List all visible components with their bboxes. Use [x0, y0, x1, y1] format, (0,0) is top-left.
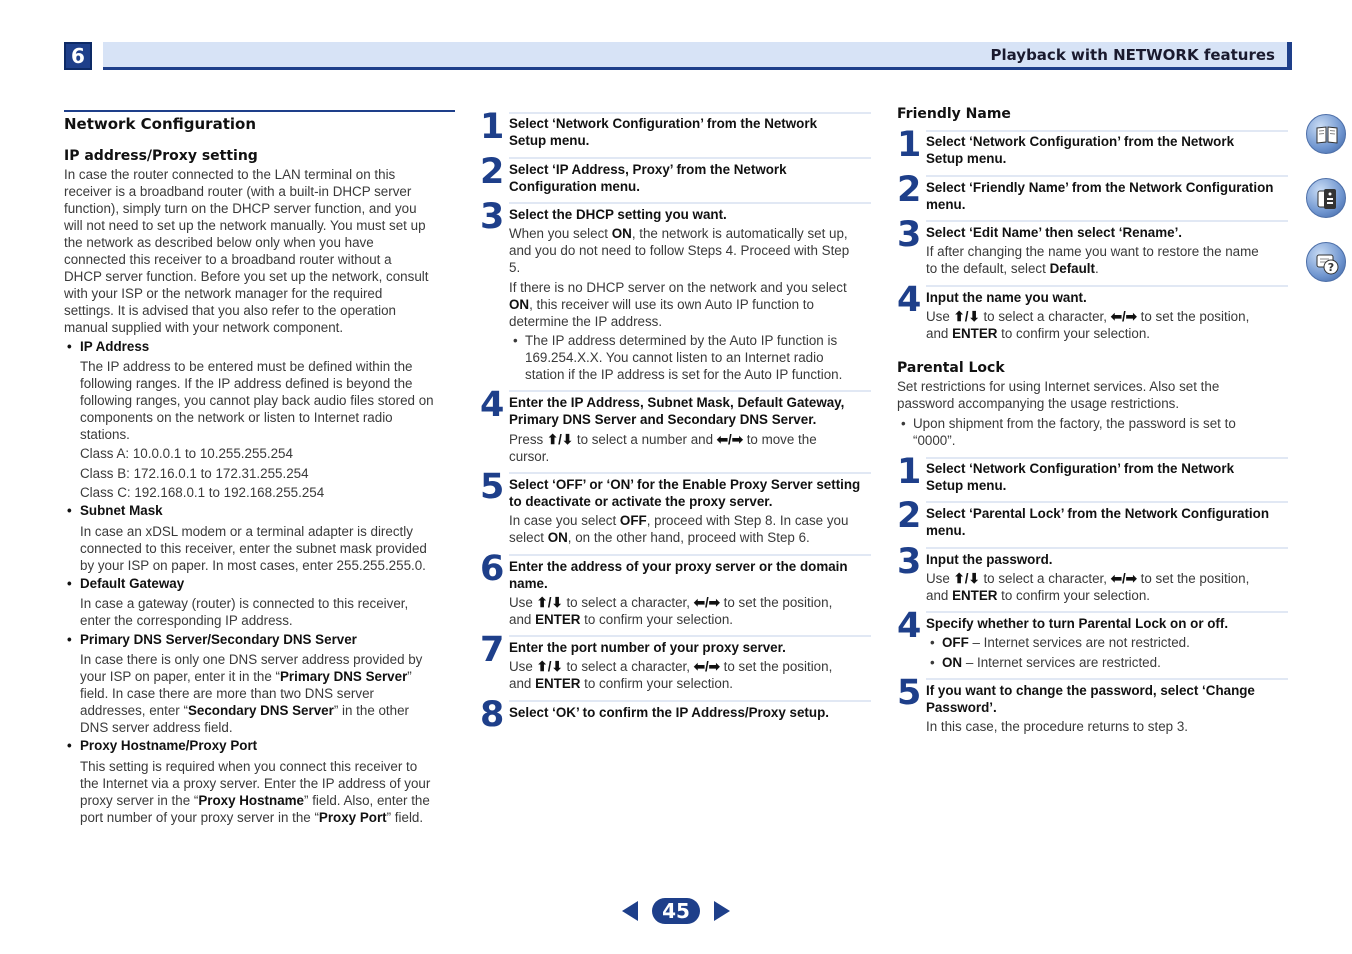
step-body: Use ⬆/⬇ to select a character, ⬅/➡ to set the position, and ENTER to confirm your selection.	[509, 595, 833, 627]
default-gateway-text: In case a gateway (router) is connected to this receiver, enter the corresponding IP address.	[80, 596, 409, 628]
step-rule	[509, 472, 871, 474]
step-number: 5	[897, 673, 922, 713]
step-number: 2	[897, 170, 922, 210]
left-right-arrow-icon: ⬅/➡	[716, 432, 743, 447]
step-body: In this case, the procedure returns to step 3.	[926, 719, 1189, 734]
parental-lock-intro: Set restrictions for using Internet services. Also set the password accompanying the usage restrictions.	[897, 379, 1220, 411]
step-rule	[926, 501, 1288, 503]
step-title: Select ‘OK’ to confirm the IP Address/Proxy setup.	[509, 705, 829, 720]
svg-text:?: ?	[1327, 261, 1335, 274]
step-body: Use ⬆/⬇ to select a character, ⬅/➡ to set the position, and ENTER to confirm your selection.	[926, 571, 1250, 603]
step-rule	[926, 457, 1288, 459]
page-number: 45	[652, 898, 700, 924]
auto-ip-note: The IP address determined by the Auto IP function is 169.254.X.X. You cannot listen to an Internet radio station if the IP address is set for the Auto IP function.	[525, 333, 843, 382]
step-number: 5	[480, 467, 505, 507]
step-body: If after changing the name you want to restore the name to the default, select Default.	[926, 244, 1259, 276]
left-right-arrow-icon: ⬅/➡	[1110, 309, 1137, 324]
note-bullet: •	[930, 655, 935, 670]
dns-server-heading: • Primary DNS Server/Secondary DNS Server	[80, 632, 357, 647]
up-down-arrow-icon: ⬆/⬇	[953, 309, 980, 324]
step-rule	[926, 547, 1288, 549]
left-right-arrow-icon: ⬅/➡	[693, 595, 720, 610]
step-number: 4	[897, 280, 922, 320]
next-page-icon[interactable]	[712, 899, 732, 928]
step-number: 1	[897, 452, 922, 492]
step-number: 2	[897, 496, 922, 536]
step-title: Select ‘Edit Name’ then select ‘Rename’.	[926, 225, 1183, 240]
step-title: Select ‘OFF’ or ‘ON’ for the Enable Proxy Server setting to deactivate or activate the proxy server.	[509, 477, 861, 509]
note-bullet: •	[513, 333, 518, 348]
section-title: Network Configuration	[64, 115, 256, 133]
proxy-text: This setting is required when you connect this receiver to the Internet via a proxy server. Enter the IP address of your proxy server in the “Proxy Hostname” field. Also, enter the port number of your proxy server in the “Proxy Port” field.	[80, 759, 431, 825]
ip-address-text: The IP address to be entered must be defined within the following ranges. If the IP address defined is beyond the following ranges, you cannot play back audio files stored on components on the network or listen to Internet radio stations.	[80, 359, 434, 442]
help-icon[interactable]	[1306, 242, 1346, 282]
step-number: 1	[480, 107, 505, 147]
off-option: OFF – Internet services are not restricted.	[942, 635, 1190, 650]
step-rule	[926, 130, 1288, 132]
up-down-arrow-icon: ⬆/⬇	[536, 595, 563, 610]
step-rule	[509, 390, 871, 392]
dns-server-text: In case there is only one DNS server address provided by your ISP on paper, enter it in the “Primary DNS Server” field. In case there are more than two DNS server addresses, enter “Secondary DNS Server” in the other DNS server address field.	[80, 652, 423, 735]
step-title: Select ‘Network Configuration’ from the Network Setup menu.	[926, 461, 1235, 493]
note-bullet: •	[930, 635, 935, 650]
class-a-range: Class A: 10.0.0.1 to 10.255.255.254	[80, 446, 293, 461]
step-title: Select ‘Friendly Name’ from the Network Configuration menu.	[926, 180, 1274, 212]
step-title: Enter the port number of your proxy server.	[509, 640, 786, 655]
up-down-arrow-icon: ⬆/⬇	[953, 571, 980, 586]
step-title: Enter the IP Address, Subnet Mask, Default Gateway, Primary DNS Server and Secondary DNS Server.	[509, 395, 845, 427]
left-right-arrow-icon: ⬅/➡	[693, 659, 720, 674]
ip-address-heading: • IP Address	[80, 339, 149, 354]
header-bar	[103, 42, 1292, 70]
intro-paragraph: In case the router connected to the LAN terminal on this receiver is a broadband router (with a built-in DHCP server function), simply turn on the DHCP server function, and you will not need to set up the network manually. You must set up the network as described below only when you have connected this receiver to a broadband router without a DHCP server function. Before you set up the network, consult with your ISP or the network manager for the required settings. It is advised that you also refer to the operation manual supplied with your network component.	[64, 167, 429, 335]
step-number: 3	[480, 197, 505, 237]
step-rule	[509, 202, 871, 204]
step-rule	[509, 635, 871, 637]
step-title: Select ‘Network Configuration’ from the Network Setup menu.	[926, 134, 1235, 166]
step-title: If you want to change the password, select ‘Change Password’.	[926, 683, 1255, 715]
step-number: 2	[480, 152, 505, 192]
step-rule	[926, 678, 1288, 680]
up-down-arrow-icon: ⬆/⬇	[536, 659, 563, 674]
step-title: Select ‘Network Configuration’ from the Network Setup menu.	[509, 116, 818, 148]
password-note: Upon shipment from the factory, the password is set to “0000”.	[913, 416, 1236, 448]
step-body: Use ⬆/⬇ to select a character, ⬅/➡ to set the position, and ENTER to confirm your selection.	[926, 309, 1250, 341]
step-body: If there is no DHCP server on the network and you select ON, this receiver will use its own Auto IP function to determine the IP address.	[509, 280, 847, 329]
subnet-mask-text: In case an xDSL modem or a terminal adapter is directly connected to this receiver, enter the subnet mask provided by your ISP on paper. In most cases, enter 255.255.255.0.	[80, 524, 427, 573]
step-number: 4	[480, 385, 505, 425]
step-rule	[926, 220, 1288, 222]
step-number: 8	[480, 695, 505, 735]
step-rule	[509, 157, 871, 159]
on-option: ON – Internet services are restricted.	[942, 655, 1161, 670]
step-rule	[509, 554, 871, 556]
step-number: 1	[897, 125, 922, 165]
step-number: 7	[480, 630, 505, 670]
step-rule	[926, 611, 1288, 613]
step-title: Select ‘IP Address, Proxy’ from the Network Configuration menu.	[509, 162, 787, 194]
left-right-arrow-icon: ⬅/➡	[1110, 571, 1137, 586]
step-rule	[926, 175, 1288, 177]
class-c-range: Class C: 192.168.0.1 to 192.168.255.254	[80, 485, 325, 500]
note-bullet: •	[901, 416, 906, 431]
step-rule	[926, 285, 1288, 287]
section-rule	[64, 110, 455, 112]
subnet-mask-heading: • Subnet Mask	[80, 503, 163, 518]
remote-control-icon[interactable]	[1306, 178, 1346, 218]
step-title: Select the DHCP setting you want.	[509, 207, 727, 222]
parental-lock-title: Parental Lock	[897, 360, 1005, 376]
subsection-title: IP address/Proxy setting	[64, 148, 258, 164]
step-body: Press ⬆/⬇ to select a number and ⬅/➡ to move the cursor.	[509, 432, 817, 464]
step-rule	[509, 700, 871, 702]
table-of-contents-icon[interactable]	[1306, 114, 1346, 154]
previous-page-icon[interactable]	[620, 899, 640, 928]
step-title: Input the name you want.	[926, 290, 1087, 305]
step-title: Select ‘Parental Lock’ from the Network Configuration menu.	[926, 506, 1270, 538]
step-rule	[509, 112, 871, 114]
step-body: In case you select OFF, proceed with Step 8. In case you select ON, on the other hand, proceed with Step 6.	[509, 513, 849, 545]
chapter-number: 6	[64, 42, 92, 70]
step-number: 4	[897, 606, 922, 646]
default-gateway-heading: • Default Gateway	[80, 576, 184, 591]
proxy-heading: • Proxy Hostname/Proxy Port	[80, 738, 257, 753]
page-header-title: Playback with NETWORK features	[990, 46, 1275, 64]
step-number: 6	[480, 549, 505, 589]
up-down-arrow-icon: ⬆/⬇	[546, 432, 574, 447]
step-body: Use ⬆/⬇ to select a character, ⬅/➡ to set the position, and ENTER to confirm your selection.	[509, 659, 833, 691]
step-title: Specify whether to turn Parental Lock on or off.	[926, 616, 1229, 631]
step-number: 3	[897, 215, 922, 255]
step-body: When you select ON, the network is automatically set up, and you do not need to follow Steps 4. Proceed with Step 5.	[509, 226, 850, 275]
friendly-name-title: Friendly Name	[897, 106, 1011, 122]
step-number: 3	[897, 542, 922, 582]
step-title: Input the password.	[926, 552, 1053, 567]
step-title: Enter the address of your proxy server or the domain name.	[509, 559, 848, 591]
class-b-range: Class B: 172.16.0.1 to 172.31.255.254	[80, 466, 309, 481]
